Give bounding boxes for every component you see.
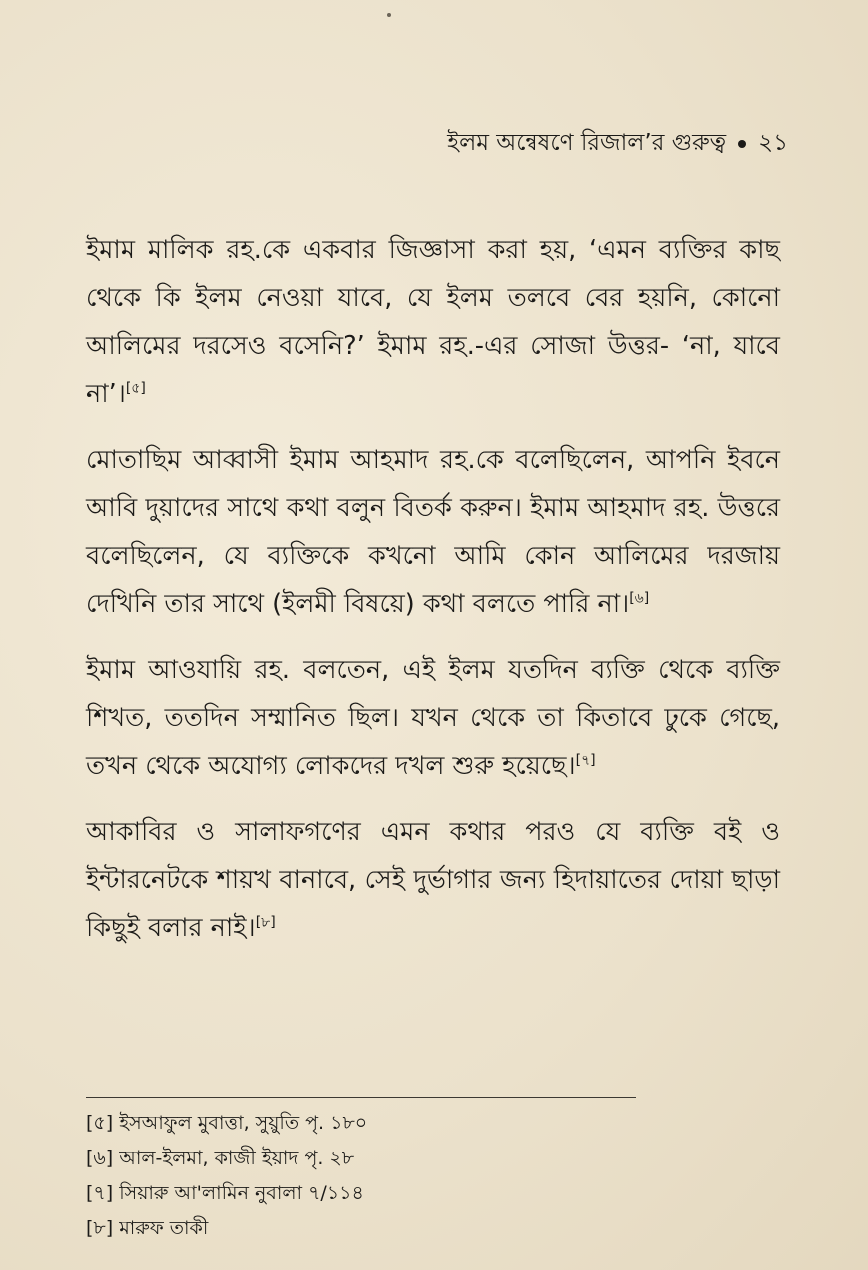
paragraph-1 <box>86 226 780 418</box>
header-bullet <box>738 140 746 148</box>
body-text <box>86 226 780 970</box>
page-number: ২১ <box>758 130 788 156</box>
paragraph-2 <box>86 436 780 628</box>
footnote-7: [৭] সিয়ারু আ'লামিন নুবালা ৭/১১৪ <box>86 1182 364 1204</box>
footnote-divider <box>86 1097 636 1098</box>
footnote-ref-7: [৭] <box>575 752 596 769</box>
footnote-ref-8: [৮] <box>255 914 276 931</box>
paragraph-text: ইমাম আওযায়ি রহ. বলতেন, এই ইলম যতদিন ব্যক্তি থেকে ব্যক্তি শিখত, ততদিন সম্মানিত ছিল। যখন থেকে তা কিতাবে ঢুকে গেছে, তখন থেকে অযোগ্য লোকদের দখল শুরু হয়েছে। <box>86 655 780 781</box>
footnotes <box>86 1106 367 1246</box>
paragraph-3 <box>86 646 780 790</box>
paragraph-4 <box>86 808 780 952</box>
footnote-ref-6: [৬] <box>629 590 650 607</box>
running-title: ইলম অন্বেষণে রিজাল’র গুরুত্ব <box>447 130 727 156</box>
paragraph-text: মোতাছিম আব্বাসী ইমাম আহমাদ রহ.কে বলেছিলেন, আপনি ইবনে আবি দুয়াদের সাথে কথা বলুন বিতর্ক করুন। ইমাম আহমাদ রহ. উত্তরে বলেছিলেন, যে ব্যক্তিকে কখনো আমি কোন আলিমের দরজায় দেখিনি তার সাথে (ইলমী বিষয়ে) কথা বলতে পারি না। <box>86 445 780 619</box>
footnote-ref-5: [৫] <box>125 380 146 397</box>
paragraph-text: আকাবির ও সালাফগণের এমন কথার পরও যে ব্যক্তি বই ও ইন্টারনেটকে শায়খ বানাবে, সেই দুর্ভাগার জন্য হিদায়াতের দোয়া ছাড়া কিছুই বলার নাই। <box>86 817 780 943</box>
running-header <box>447 124 788 163</box>
footnote-8: [৮] মারুফ তাকী <box>86 1217 209 1239</box>
footnote-5: [৫] ইসআফুল মুবাত্তা, সুয়ুতি পৃ. ১৮০ <box>86 1112 368 1134</box>
print-speck <box>387 13 391 17</box>
paragraph-text: ইমাম মালিক রহ.কে একবার জিজ্ঞাসা করা হয়, ‘এমন ব্যক্তির কাছ থেকে কি ইলম নেওয়া যাবে, যে ইলম তলবে বের হয়নি, কোনো আলিমের দরসেও বসেনি?’ ইমাম রহ.-এর সোজা উত্তর- ‘না, যাবে না’। <box>86 235 780 409</box>
footnote-6: [৬] আল-ইলমা, কাজী ইয়াদ পৃ. ২৮ <box>86 1147 355 1169</box>
